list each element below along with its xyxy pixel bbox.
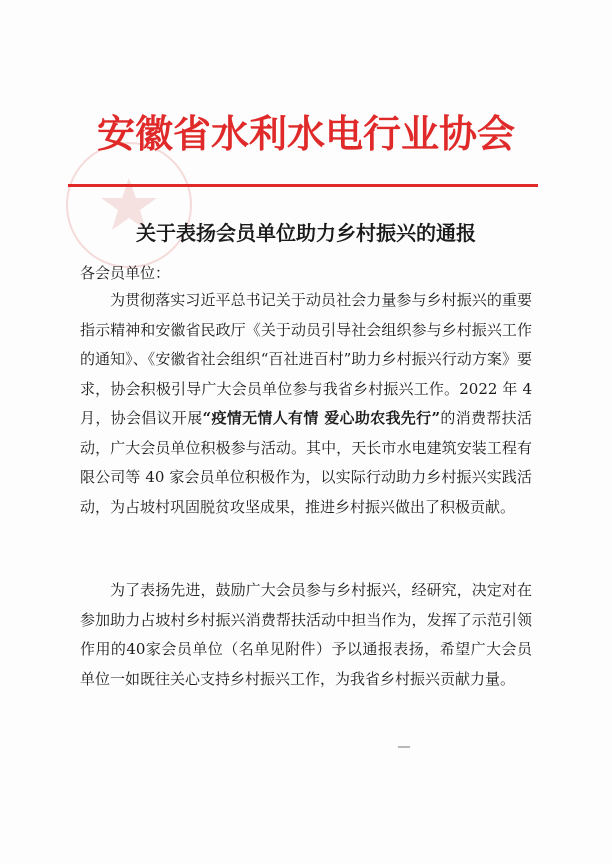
letterhead-red-divider bbox=[68, 184, 538, 187]
notice-title: 关于表扬会员单位助力乡村振兴的通报 bbox=[136, 221, 476, 245]
body-paragraph-2: 为了表扬先进，鼓励广大会员参与乡村振兴，经研究，决定对在参加助力占坡村乡村振兴消费帮扶活动中担当作为，发挥了示范引领作用的40家会员单位（名单见附件）予以通报表扬，希望广大会员单位一如既往关心支持乡村振兴工作，为我省乡村振兴贡献力量。 bbox=[80, 581, 532, 688]
campaign-name-bold: “疫情无情人有情 爱心助农我先行” bbox=[202, 409, 441, 427]
salutation: 各会员单位： bbox=[80, 264, 171, 282]
letterhead-org-name: 安徽省水利水电行业协会 bbox=[96, 111, 515, 156]
scan-mark bbox=[398, 746, 410, 748]
para1-text-part1: 为贯彻落实习近平总书记关于动员社会力量参与乡村振兴的重要指示精神和安徽省民政厅《关于动员引导社会组织参与乡村振兴工作的通知》、《安徽省社会组织“百社进百村”助力乡村振兴行动方案》要求，协会积极引导广大会员单位参与我省乡村振兴工作。2022 年 4 月，协会倡议开展 bbox=[80, 291, 532, 427]
body-paragraph-1 bbox=[80, 286, 532, 522]
para1-text-part2: 的消费帮扶活动，广大会员单位积极参与活动。其中，天长市水电建筑安装工程有限公司等 40 家会员单位积极作为，以实际行动助力乡村振兴实践活动，为占坡村巩固脱贫攻坚成果，推进乡村振兴做出了积极贡献。 bbox=[80, 409, 532, 516]
